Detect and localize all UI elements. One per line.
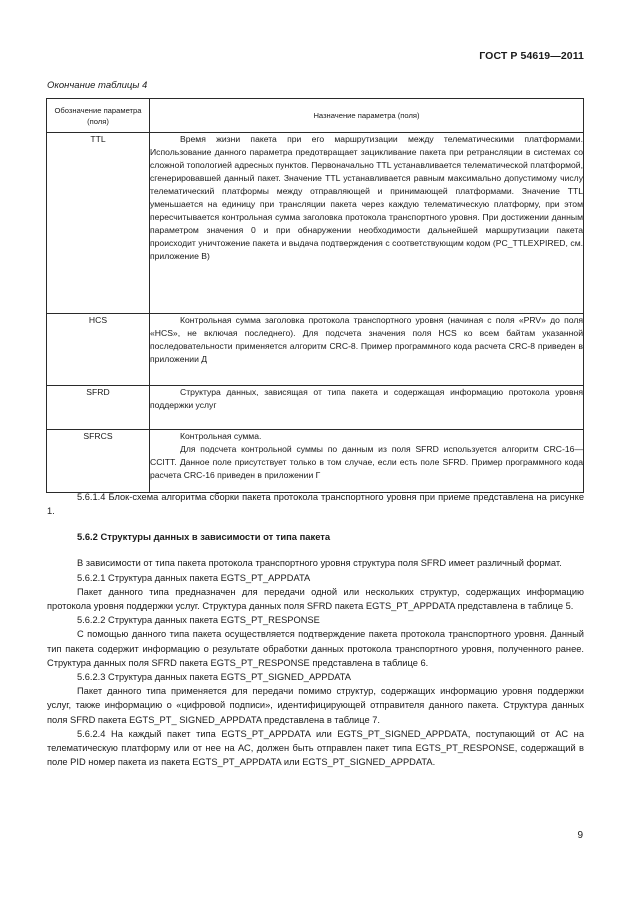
table-row: [47, 314, 584, 386]
subsection-heading-5-6-2-2: 5.6.2.2 Структура данных пакета EGTS_PT_RESPONSE: [77, 615, 320, 626]
paragraph-5-6-2-1: Пакет данного типа предназначен для передачи одной или нескольких структур, содержащих информацию протокола уровня поддержки услуг. Структура данных поля SFRD пакета EGTS_PT_APPDATA представлена в таблице 5.: [47, 586, 584, 612]
column-header-purpose: Назначение параметра (поля): [150, 99, 584, 133]
document-id: ГОСТ Р 54619—2011: [479, 50, 584, 62]
paragraph-5-6-1-4: 5.6.1.4 Блок-схема алгоритма сборки пакета протокола транспортного уровня при приеме представлена на рисунке 1.: [47, 492, 584, 517]
table-row: [47, 386, 584, 430]
table-caption: Окончание таблицы 4: [47, 80, 148, 91]
paragraph-5-6-2-intro: В зависимости от типа пакета протокола транспортного уровня структура поля SFRD имеет различный формат.: [77, 558, 562, 569]
field-description-text: Контрольная сумма заголовка протокола транспортного уровня (начиная с поля «PRV» до поля «HCS», не включая последнего). Для подсчета значения поля HCS ко всем байтам указанной последовательности применяется алгоритм CRC-8. Пример программного кода расчета CRC-8 приведен в приложении Д: [150, 315, 583, 364]
field-description-cell: [150, 430, 584, 493]
section-heading-5-6-2: 5.6.2 Структуры данных в зависимости от типа пакета: [77, 531, 331, 543]
field-description-cell: [150, 314, 584, 386]
table-row: [47, 430, 584, 493]
field-description-cell: [150, 133, 584, 314]
field-name-cell: TTL: [47, 133, 150, 314]
parameters-table: [46, 98, 584, 493]
field-description-cell: [150, 386, 584, 430]
table-row: [47, 133, 584, 314]
column-header-designation: Обозначение параметра (поля): [47, 99, 150, 133]
body-text: [47, 490, 584, 769]
field-description-text: Контрольная сумма.: [180, 431, 262, 441]
field-description-text: Время жизни пакета при его маршрутизации между телематическими платформами. Использование данного параметра предотвращает зацикливание пакета при ретрансляции в системах со сложной топологией адресных пунктов. Первоначально TTL устанавливается телематической платформой, сгенерировавшей данный пакет. Значение TTL устанавливается равным максимально допустимому числу телематический платформы между отправляющей и принимающей платформами. Значение TTL уменьшается на единицу при трансляции пакета через каждую телематическую платформу, при этом пересчитывается контрольная сумма заголовка протокола транспортного уровня. При достижении данным параметром значения 0 и при обнаружении необходимости дальнейшей маршрутизации пакета происходит уничтожение пакета и выдача подтверждения с соответствующим кодом (PC_TTLEXPIRED, см. приложение В): [150, 134, 583, 261]
paragraph-5-6-2-2: С помощью данного типа пакета осуществляется подтверждение пакета протокола транспортного уровня. Данный тип пакета содержит информацию о результате обработки данных протокола транспортного уровня, полученного ранее. Структура данных поля SFRD пакета EGTS_PT_RESPONSE представлена в таблице 6.: [47, 629, 584, 668]
field-description-text: Структура данных, зависящая от типа пакета и содержащая информацию протокола уровня поддержки услуг: [150, 387, 583, 410]
subsection-heading-5-6-2-1: 5.6.2.1 Структура данных пакета EGTS_PT_APPDATA: [77, 572, 311, 583]
paragraph-5-6-2-3: Пакет данного типа применяется для передачи помимо структур, содержащих информацию уровня поддержки услуг, также информацию о «цифровой подписи», идентифицирующей отправителя данного пакета. Структура данных поля SFRD пакета EGTS_PT_ SIGNED_APPDATA представлена в таблице 7.: [47, 686, 584, 725]
subsection-heading-5-6-2-3: 5.6.2.3 Структура данных пакета EGTS_PT_SIGNED_APPDATA: [77, 672, 351, 683]
table-header-row: [47, 99, 584, 133]
field-name-cell: SFRCS: [47, 430, 150, 493]
field-name-cell: SFRD: [47, 386, 150, 430]
page-number: 9: [577, 830, 583, 841]
paragraph-5-6-2-4: 5.6.2.4 На каждый пакет типа EGTS_PT_APPDATA или EGTS_PT_SIGNED_APPDATA, поступающий от АС на телематическую платформу или от нее на АС, должен быть отправлен пакет типа EGTS_PT_RESPONSE, содержащий в поле PID номер пакета из пакета EGTS_PT_APPDATA или EGTS_PT_SIGNED_APPDATA.: [47, 728, 584, 768]
field-name-cell: HCS: [47, 314, 150, 386]
field-description-text: Для подсчета контрольной суммы по данным из поля SFRD используется алгоритм CRC-16—CCITT. Данное поле присутствует только в том случае, если есть поле SFRD. Пример программного кода расчета CRC-16 приведен в приложении Г: [150, 444, 583, 480]
